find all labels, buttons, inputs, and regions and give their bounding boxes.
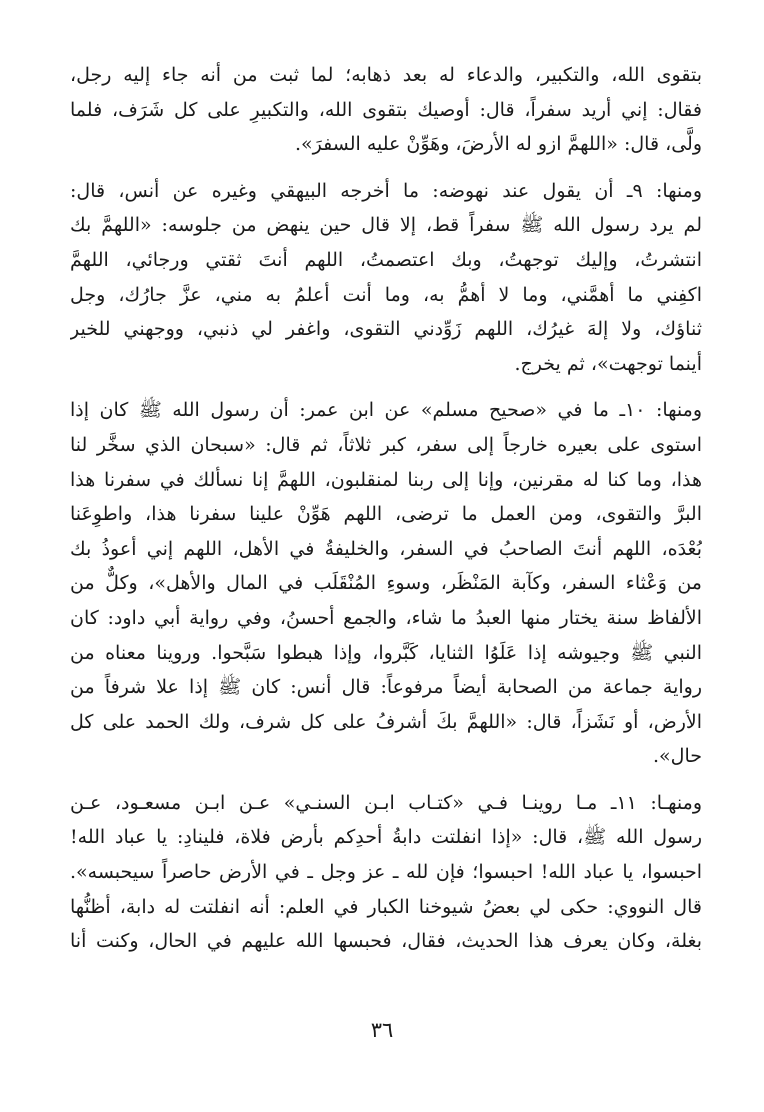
text-line: رواية جماعة من الصحابة أيضاً مرفوعاً: قال أنس: كان ﷺ إذا علا شرفاً من [70, 676, 702, 699]
text-line: انتشرتُ، وإليك توجهتُ، وبك اعتصمتُ، اللهم أنتَ ثقتي ورجائي، اللهمَّ [70, 248, 702, 271]
text-line: البرَّ والتقوى، ومن العمل ما ترضى، اللهم هَوِّنْ علينا سفرنا هذا، واطوِعَنا [70, 503, 702, 526]
text-line: فقال: إني أريد سفراً، قال: أوصيك بتقوى الله، والتكبيرِ على كل شَرَف، فلما [70, 98, 702, 121]
text-line: ولَّى، قال: «اللهمَّ ازو له الأرضَ، وهَوِّنْ عليه السفرَ». [295, 133, 702, 156]
text-line: ثناؤك، ولا إلهَ غيرُك، اللهم زَوِّدني التقوى، واغفر لي ذنبي، ووجهني للخير [70, 318, 702, 341]
text-line: هذا، وما كنا له مقرنين، وإنا إلى ربنا لمنقلبون، اللهمَّ إنا نسألك في سفرنا هذا [70, 468, 702, 491]
page-number: ٣٦ [370, 1018, 394, 1042]
text-line: بتقوى الله، والتكبير، والدعاء له بعد ذهابه؛ لما ثبت من أنه جاء إليه رجل، [70, 64, 702, 86]
text-line: الألفاظ سنة يختار منها العبدُ ما شاء، والجمع أحسنُ، وفي رواية أبي داود: كان [70, 606, 702, 629]
text-line: ومنهـا: ١١ـ مـا روينـا فـي «كتـاب ابـن السنـي» عـن ابـن مسعـود، عـن [70, 791, 702, 814]
text-line: احبسوا، يا عباد الله! احبسوا؛ فإن لله ـ عز وجل ـ في الأرض حاصراً سيحبسه». [70, 861, 702, 884]
text-line: النبي ﷺ وجيوشه إذا عَلَوُا الثنايا، كَبَّروا، وإذا هبطوا سَبَّحوا. وروينا معناه من [70, 641, 702, 664]
text-line: استوى على بعيره خارجاً إلى سفر، كبر ثلاثاً، ثم قال: «سبحان الذي سخَّر لنا [70, 433, 702, 456]
text-line: حال». [652, 745, 702, 768]
text-line: رسول الله ﷺ، قال: «إذا انفلتت دابةُ أحدِكم بأرض فلاة، فلينادِ: يا عباد الله! [70, 826, 702, 849]
text-line: الأرض، أو نَشَزاً، قال: «اللهمَّ بكَ أشرفُ على كل شرف، ولك الحمد على كل [70, 710, 702, 733]
text-line: قال النووي: حكى لي بعضُ شيوخنا الكبار في العلم: أنه انفلتت له دابة، أظنُّها [70, 895, 702, 918]
paragraph-4 [70, 786, 702, 959]
text-line: ومنها: ١٠ـ ما في «صحيح مسلم» عن ابن عمر: أن رسول الله ﷺ كان إذا [70, 399, 702, 422]
text-line: بغلة، وكان يعرف هذا الحديث، فقال، فحبسها الله عليهم في الحال، وكنت أنا [70, 930, 702, 953]
paragraph-1 [70, 58, 702, 162]
text-line: لم يرد رسول الله ﷺ سفراً قط، إلا قال حين ينهض من جلوسه: «اللهمَّ بك [70, 214, 702, 237]
text-line: اكفِني ما أهمَّني، وما لا أهمُّ به، وما أنت أعلمُ به مني، عزَّ جارُك، وجل [70, 283, 702, 306]
paragraph-2 [70, 174, 702, 382]
text-line: ومنها: ٩ـ أن يقول عند نهوضه: ما أخرجه البيهقي وغيره عن أنس، قال: [70, 179, 702, 202]
text-line: من وَعْثاء السفر، وكآبة المَنْظَر، وسوءِ المُنْقَلَب في المال والأهل»، وكلٌّ من [70, 572, 702, 595]
text-line: بُعْدَه، اللهم أنتَ الصاحبُ في السفر، والخليفةُ في الأهل، اللهم إني أعوذُ بك [70, 537, 702, 560]
paragraph-3 [70, 393, 702, 774]
text-line: أينما توجهت»، ثم يخرج. [514, 352, 702, 375]
page-body [70, 58, 702, 971]
